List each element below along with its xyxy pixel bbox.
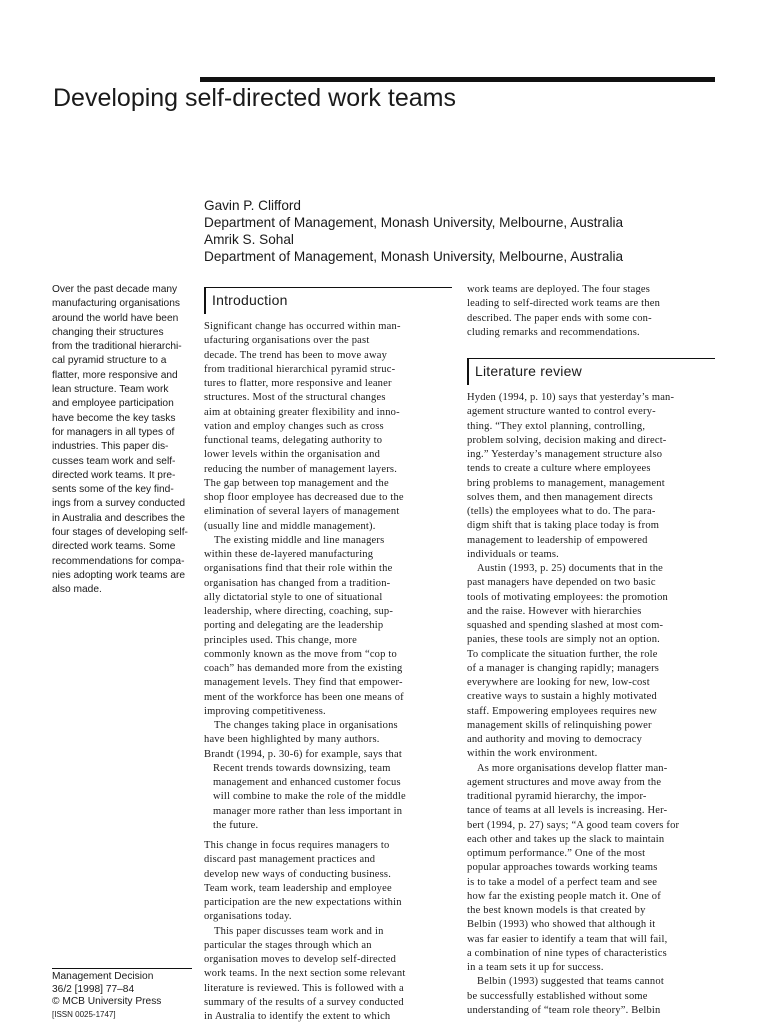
text-line: of a manager is changing rapidly; managers	[467, 662, 660, 674]
text-line: in a team sets it up for success.	[467, 962, 604, 973]
text-line: Over the past decade many	[52, 284, 178, 295]
journal-volume: 36/2 [1998] 77–84	[52, 983, 135, 995]
text-line: leadership, where directing, coaching, sup-	[204, 606, 394, 617]
text-line: functional teams, delegating authority to	[204, 435, 383, 446]
text-line: management skills of relinquishing power	[467, 719, 652, 731]
text-line: discard past management practices and	[204, 854, 376, 866]
text-line: individuals or teams.	[467, 548, 559, 560]
paragraph	[467, 283, 715, 340]
text-line: tools of motivating employees: the promotion	[467, 591, 668, 603]
text-line: sents some of the key find-	[52, 484, 174, 496]
text-line: decade. The trend has been to move away	[204, 349, 388, 361]
text-line: from traditional hierarchical pyramid struc-	[204, 363, 396, 375]
title-rule	[200, 77, 715, 82]
text-line: described. The paper ends with some con-	[467, 312, 652, 324]
text-line: nies adopting work teams are	[52, 569, 186, 581]
abstract	[52, 283, 202, 598]
text-line: is to take a model of a perfect team and see	[467, 876, 658, 888]
text-line: ment of the workforce has been one means of	[204, 691, 404, 703]
text-line: This change in focus requires managers to	[204, 840, 390, 851]
text-line: flatter, more responsive and	[52, 369, 178, 381]
journal-footer	[52, 968, 192, 1021]
text-line: have been highlighted by many authors.	[204, 734, 380, 746]
text-line: within these de-layered manufacturing	[204, 549, 374, 560]
text-line: improving competitiveness.	[204, 705, 326, 717]
text-line: develop new ways of conducting business.	[204, 868, 392, 880]
text-line: panies, these tools are simply not an option.	[467, 634, 661, 646]
text-line: digm shift that is taking place today is from	[467, 520, 660, 532]
text-line: a combination of nine types of characteristics	[467, 947, 667, 959]
paragraph	[204, 925, 452, 1024]
text-line: tures to flatter, more responsive and leaner	[204, 378, 392, 389]
text-line: elimination of several layers of management	[204, 506, 400, 518]
text-line: for managers in all types of	[52, 426, 175, 438]
issn: [ISSN 0025-1747]	[52, 1009, 116, 1019]
journal-name: Management Decision	[52, 971, 154, 982]
text-line: also made.	[52, 584, 102, 596]
text-line: problem solving, decision making and direct-	[467, 434, 667, 446]
text-line: lower levels within the organisation and	[204, 449, 381, 461]
text-line: bert (1994, p. 27) says; “A good team covers for	[467, 819, 680, 831]
text-line: participation are the new expectations within	[204, 897, 402, 908]
text-line: directed work teams. It pre-	[52, 469, 176, 481]
author-line: Department of Management, Monash University, Melbourne, Australia	[204, 215, 624, 230]
text-line: around the world have been	[52, 312, 179, 324]
text-line: shop floor employee has decreased due to the	[204, 492, 404, 503]
literature-column	[467, 283, 715, 1018]
text-line: management and enhanced customer focus	[213, 777, 401, 788]
text-line: recommendations for compa-	[52, 555, 185, 567]
text-line: agement structures and move away from the	[467, 776, 662, 788]
text-line: Team work, team leadership and employee	[204, 882, 392, 894]
text-line: Belbin (1993) suggested that teams cannot	[477, 976, 664, 988]
text-line: Recent trends towards downsizing, team	[213, 762, 391, 774]
text-line: traditional pyramid hierarchy, the impor-	[467, 791, 647, 802]
text-line: and the raise. However with hierarchies	[467, 605, 642, 617]
text-line: tends to create a culture where employees	[467, 463, 651, 475]
text-line: coach” has demanded more from the existing	[204, 663, 403, 674]
text-line: ufacturing organisations over the past	[204, 335, 370, 347]
text-line: and authority and moving to democracy	[467, 734, 643, 745]
paragraph	[204, 320, 452, 534]
text-line: summary of the results of a survey conducted	[204, 996, 404, 1008]
text-line: directed work teams. Some	[52, 541, 176, 553]
text-line: ally dictatorial style to one of situational	[204, 591, 383, 603]
text-line: changing their structures	[52, 326, 164, 338]
author-block	[204, 197, 724, 265]
text-line: cluding remarks and recommendations.	[467, 326, 640, 338]
text-line: structures. Most of the structural changes	[204, 392, 386, 404]
copyright: © MCB University Press	[52, 996, 162, 1007]
section-heading-literature-review: Literature review	[467, 358, 715, 385]
text-line: organisation moves to develop self-directed	[204, 954, 397, 965]
text-line: management levels. They find that empower-	[204, 677, 403, 689]
text-line: lean structure. Team work	[52, 384, 169, 396]
text-line: Brandt (1994, p. 30-6) for example, says that	[204, 748, 402, 760]
text-line: four stages of developing self-	[52, 527, 188, 539]
text-line: from the traditional hierarchi-	[52, 341, 182, 353]
text-line: was far easier to identify a team that will fail,	[467, 933, 668, 945]
text-line: work teams are deployed. The four stages	[467, 284, 651, 295]
paragraph	[467, 391, 715, 562]
text-line: cusses team work and self-	[52, 455, 176, 467]
author-line: Gavin P. Clifford	[204, 198, 301, 213]
text-line: work teams. In the next section some relevant	[204, 968, 406, 980]
text-line: aim at obtaining greater flexibility and inno-	[204, 406, 400, 418]
text-line: everywhere are looking for new, low-cost	[467, 677, 650, 688]
paragraph	[467, 762, 715, 976]
text-line: vation and employ changes such as cross	[204, 420, 384, 432]
text-line: understanding of “team role theory”. Belbin	[467, 1004, 661, 1016]
text-line: The gap between top management and the	[204, 477, 389, 489]
text-line: agement structure wanted to control every-	[467, 406, 656, 418]
text-line: solves them, and then management directs	[467, 491, 653, 503]
text-line: each other and takes up the slack to maintain	[467, 833, 665, 845]
text-line: As more organisations develop flatter man-	[477, 762, 668, 774]
text-line: in Australia and describes the	[52, 512, 186, 524]
text-line: creative ways to sustain a highly motivated	[467, 691, 657, 703]
text-line: manager more rather than less important in	[213, 805, 403, 817]
article-title: Developing self-directed work teams	[53, 84, 456, 112]
text-line: management to leadership of empowered	[467, 534, 648, 546]
text-line: the best known models is that created by	[467, 905, 646, 916]
text-line: have become the key tasks	[52, 412, 176, 424]
paragraph	[204, 534, 452, 719]
text-line: Austin (1993, p. 25) documents that in the	[477, 563, 664, 574]
text-line: Hyden (1994, p. 10) says that yesterday’s man-	[467, 392, 675, 403]
text-line: ing.” Yesterday’s management structure also	[467, 449, 663, 460]
text-line: literature is reviewed. This is followed with a	[204, 982, 404, 994]
text-line: The existing middle and line managers	[214, 534, 385, 546]
text-line: manufacturing organisations	[52, 298, 180, 310]
text-line: The changes taking place in organisations	[214, 720, 398, 731]
section-heading-introduction: Introduction	[204, 287, 452, 314]
text-line: reducing the number of management layers.	[204, 463, 398, 475]
text-line: past managers have depended on two basic	[467, 577, 656, 589]
block-quote	[204, 762, 452, 833]
text-line: staff. Empowering employees requires new	[467, 705, 658, 717]
text-line: thing. “They extol planning, controlling,	[467, 420, 646, 432]
text-line: ings from a survey conducted	[52, 498, 186, 510]
paragraph	[204, 839, 452, 925]
text-line: will combine to make the role of the middle	[213, 791, 406, 803]
text-line: in Australia to identify the extent to which	[204, 1011, 391, 1022]
text-line: (tells) the employees what to do. The para-	[467, 506, 656, 517]
text-line: within the work environment.	[467, 748, 598, 760]
text-line: organisations today.	[204, 911, 292, 923]
text-line: how far the existing people match it. One of	[467, 890, 661, 902]
text-line: the future.	[213, 819, 259, 831]
text-line: be successfully established without some	[467, 990, 648, 1002]
text-line: organisation has changed from a tradition-	[204, 577, 391, 589]
text-line: (usually line and middle management).	[204, 520, 376, 532]
text-line: bring problems to management, management	[467, 477, 665, 489]
text-line: tance of teams at all levels is increasing. Her-	[467, 805, 668, 817]
text-line: Significant change has occurred within man-	[204, 321, 401, 332]
author-line: Department of Management, Monash University, Melbourne, Australia	[204, 249, 624, 264]
paragraph	[467, 562, 715, 762]
text-line: optimum performance.” One of the most	[467, 848, 646, 859]
author-line: Amrik S. Sohal	[204, 232, 294, 247]
text-line: porting and delegating are the leadership	[204, 620, 384, 632]
text-line: commonly known as the move from “cop to	[204, 648, 397, 660]
text-line: Belbin (1993) who showed that although it	[467, 919, 656, 931]
text-line: cal pyramid structure to a	[52, 355, 167, 367]
text-line: organisations find that their role within the	[204, 563, 393, 575]
text-line: To complicate the situation further, the role	[467, 648, 658, 660]
text-line: industries. This paper dis-	[52, 441, 169, 453]
text-line: leading to self-directed work teams are then	[467, 298, 661, 310]
text-line: and employee participation	[52, 398, 174, 410]
text-line: particular the stages through which an	[204, 939, 372, 951]
text-line: principles used. This change, more	[204, 634, 357, 646]
text-line: popular approaches towards working teams	[467, 862, 658, 874]
paragraph	[467, 975, 715, 1018]
intro-column	[204, 287, 452, 1024]
text-line: squashed and spending slashed at most com-	[467, 620, 664, 631]
text-line: This paper discusses team work and in	[214, 925, 384, 937]
paragraph	[204, 719, 452, 762]
